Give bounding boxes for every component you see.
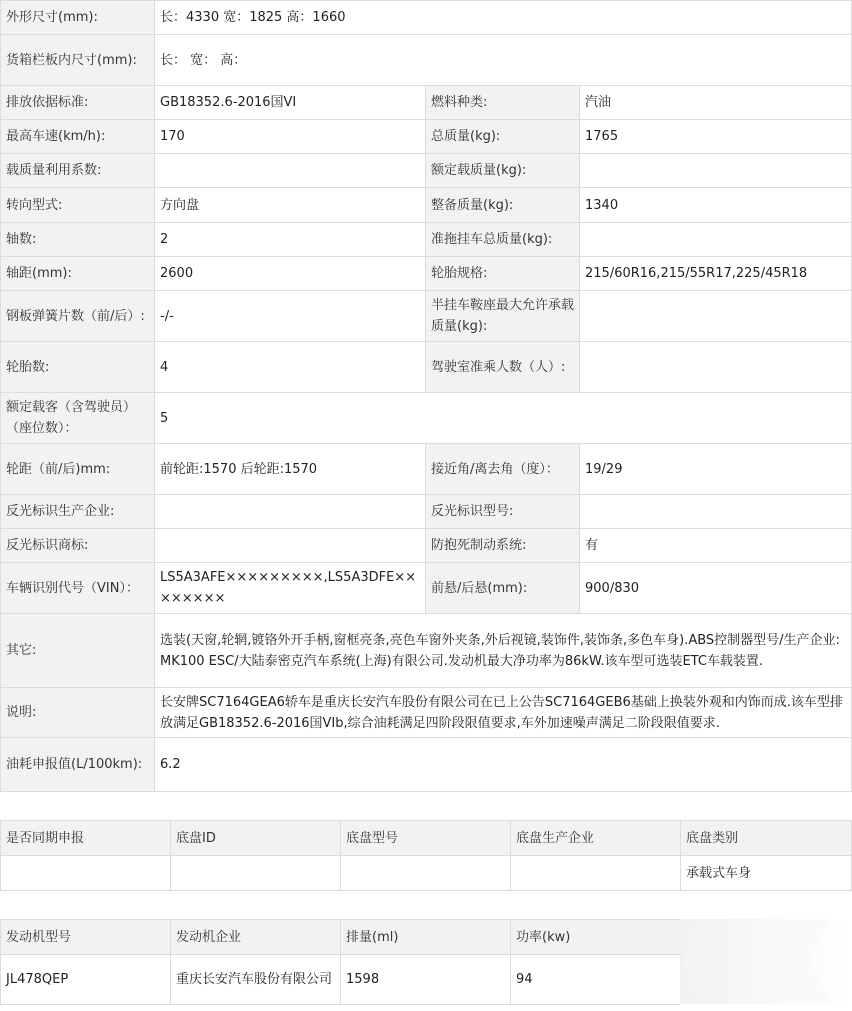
overhang-label: 前悬/后悬(mm): bbox=[426, 563, 580, 614]
engine-power-value: 94 bbox=[511, 955, 681, 1005]
chassis-header-model: 底盘型号 bbox=[341, 821, 511, 856]
emission-value: GB18352.6-2016国VI bbox=[155, 86, 426, 120]
track-value: 前轮距:1570 后轮距:1570 bbox=[155, 444, 426, 495]
engine-header-displacement: 排量(ml) bbox=[341, 920, 511, 955]
emission-label: 排放依据标准: bbox=[1, 86, 155, 120]
reflector-brand-label: 反光标识商标: bbox=[1, 529, 155, 563]
other-value: 选装(天窗,轮辋,镀铬外开手柄,窗框亮条,亮色车窗外夹条,外后视镜,装饰件,装饰条,多色车身).ABS控制器型号/生产企业:MK100 ESC/大陆泰密克汽车系统(上海)有限公司.发动机最大净功率为86kW.该车型可选装ETC车载装置. bbox=[155, 614, 852, 688]
load-coef-value bbox=[155, 154, 426, 188]
engine-header-power: 功率(kw) bbox=[511, 920, 681, 955]
engine-header-maker: 发动机企业 bbox=[171, 920, 341, 955]
overhang-value: 900/830 bbox=[580, 563, 852, 614]
chassis-sync-value bbox=[1, 856, 171, 891]
axles-value: 2 bbox=[155, 223, 426, 257]
axles-label: 轴数: bbox=[1, 223, 155, 257]
tire-spec-label: 轮胎规格: bbox=[426, 257, 580, 291]
steering-value: 方向盘 bbox=[155, 188, 426, 223]
approach-angle-value: 19/29 bbox=[580, 444, 852, 495]
seats-value: 5 bbox=[155, 393, 852, 444]
cab-passengers-label: 驾驶室准乘人数（人）: bbox=[426, 342, 580, 393]
chassis-maker-value bbox=[511, 856, 681, 891]
reflector-maker-value bbox=[155, 495, 426, 529]
chassis-header-maker: 底盘生产企业 bbox=[511, 821, 681, 856]
curb-mass-label: 整备质量(kg): bbox=[426, 188, 580, 223]
reflector-brand-value bbox=[155, 529, 426, 563]
engine-header-model: 发动机型号 bbox=[1, 920, 171, 955]
reflector-model-value bbox=[580, 495, 852, 529]
track-label: 轮距（前/后)mm: bbox=[1, 444, 155, 495]
wheelbase-value: 2600 bbox=[155, 257, 426, 291]
vin-value: LS5A3AFE×××××××××,LS5A3DFE×××××××× bbox=[155, 563, 426, 614]
trailer-mass-label: 准拖挂车总质量(kg): bbox=[426, 223, 580, 257]
chassis-type-value: 承载式车身 bbox=[681, 856, 852, 891]
reflector-model-label: 反光标识型号: bbox=[426, 495, 580, 529]
load-coef-label: 载质量利用系数: bbox=[1, 154, 155, 188]
max-speed-label: 最高车速(km/h): bbox=[1, 120, 155, 154]
abs-value: 有 bbox=[580, 529, 852, 563]
size-value: 长：4330 宽：1825 高：1660 bbox=[155, 1, 852, 35]
fuel-consumption-label: 油耗申报值(L/100km): bbox=[1, 738, 155, 792]
chassis-header-type: 底盘类别 bbox=[681, 821, 852, 856]
leaf-spring-label: 钢板弹簧片数（前/后）: bbox=[1, 291, 155, 342]
steering-label: 转向型式: bbox=[1, 188, 155, 223]
gross-mass-value: 1765 bbox=[580, 120, 852, 154]
leaf-spring-value: -/- bbox=[155, 291, 426, 342]
approach-angle-label: 接近角/离去角（度）： bbox=[426, 444, 580, 495]
wheelbase-label: 轴距(mm): bbox=[1, 257, 155, 291]
saddle-load-value bbox=[580, 291, 852, 342]
description-value: 长安牌SC7164GEA6轿车是重庆长安汽车股份有限公司在已上公告SC7164GEB6基础上换装外观和内饰而成.该车型排放满足GB18352.6-2016国VIb,综合油耗满足四阶段限值要求,车外加速噪声满足二阶段限值要求. bbox=[155, 688, 852, 738]
tire-spec-value: 215/60R16,215/55R17,225/45R18 bbox=[580, 257, 852, 291]
engine-model-value: JL478QEP bbox=[1, 955, 171, 1005]
engine-table bbox=[0, 919, 681, 1005]
rated-load-value bbox=[580, 154, 852, 188]
cargo-value: 长： 宽： 高： bbox=[155, 35, 852, 86]
chassis-header-sync: 是否同期申报 bbox=[1, 821, 171, 856]
abs-label: 防抱死制动系统: bbox=[426, 529, 580, 563]
chassis-header-id: 底盘ID bbox=[171, 821, 341, 856]
fuel-consumption-value: 6.2 bbox=[155, 738, 852, 792]
trailer-mass-value bbox=[580, 223, 852, 257]
fuel-type-value: 汽油 bbox=[580, 86, 852, 120]
engine-displacement-value: 1598 bbox=[341, 955, 511, 1005]
vin-label: 车辆识别代号（VIN）： bbox=[1, 563, 155, 614]
seats-label: 额定载客（含驾驶员）（座位数）： bbox=[1, 393, 155, 444]
chassis-id-value bbox=[171, 856, 341, 891]
tire-count-label: 轮胎数: bbox=[1, 342, 155, 393]
table-fade-decoration bbox=[680, 919, 852, 1004]
reflector-maker-label: 反光标识生产企业: bbox=[1, 495, 155, 529]
saddle-load-label: 半挂车鞍座最大允许承载质量(kg): bbox=[426, 291, 580, 342]
chassis-table bbox=[0, 820, 852, 891]
tire-count-value: 4 bbox=[155, 342, 426, 393]
gross-mass-label: 总质量(kg): bbox=[426, 120, 580, 154]
chevron-decoration-icon bbox=[680, 919, 852, 1004]
cargo-label: 货箱栏板内尺寸(mm): bbox=[1, 35, 155, 86]
engine-maker-value: 重庆长安汽车股份有限公司 bbox=[171, 955, 341, 1005]
cab-passengers-value bbox=[580, 342, 852, 393]
curb-mass-value: 1340 bbox=[580, 188, 852, 223]
other-label: 其它: bbox=[1, 614, 155, 688]
rated-load-label: 额定载质量(kg): bbox=[426, 154, 580, 188]
max-speed-value: 170 bbox=[155, 120, 426, 154]
fuel-type-label: 燃料种类: bbox=[426, 86, 580, 120]
size-label: 外形尺寸(mm): bbox=[1, 1, 155, 35]
description-label: 说明: bbox=[1, 688, 155, 738]
chassis-model-value bbox=[341, 856, 511, 891]
